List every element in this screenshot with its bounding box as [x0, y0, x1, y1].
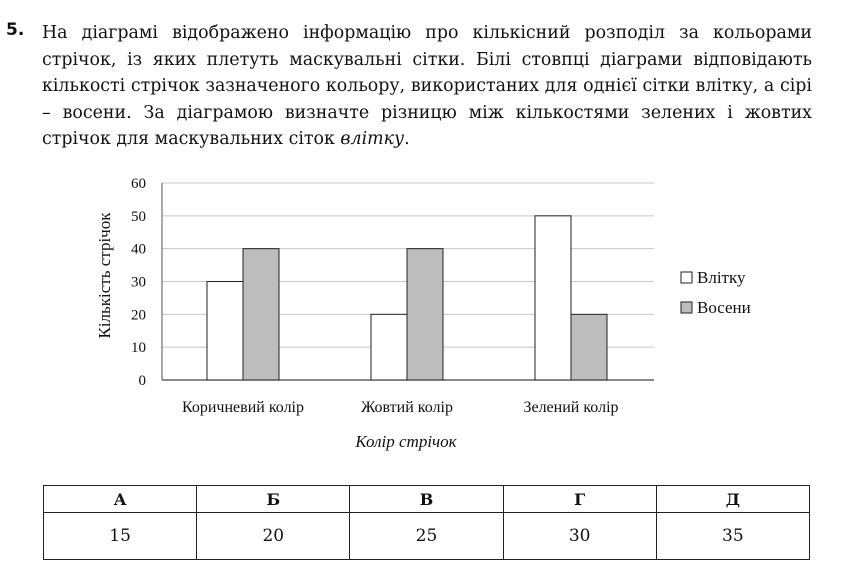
- y-tick-label: 30: [131, 274, 146, 291]
- answer-value-a: 15: [44, 513, 197, 560]
- answer-letters-row: [44, 486, 810, 513]
- x-tick-label: Коричневий колір: [181, 399, 305, 416]
- answer-table: [43, 485, 810, 560]
- answer-value-g: 30: [503, 513, 656, 560]
- legend-swatch: [681, 302, 692, 313]
- bar-autumn: [243, 249, 279, 380]
- y-tick-label: 20: [131, 307, 146, 324]
- answer-letter-a: А: [44, 486, 197, 513]
- answer-letter-b: Б: [197, 486, 350, 513]
- answer-values-row: [44, 513, 810, 560]
- x-axis-label: Колір стрічок: [355, 432, 457, 451]
- x-tick-label: Жовтий колір: [361, 399, 453, 416]
- task-line: стрічок, із яких плетуть маскувальні сітки. Білі стовпці діаграми відповідають: [42, 49, 812, 70]
- task-emphasis: влітку: [340, 129, 405, 149]
- bar-summer: [535, 216, 571, 380]
- y-axis-label: Кількість стрічок: [95, 212, 114, 339]
- answer-letter-v: В: [350, 486, 503, 513]
- legend-label: Восени: [697, 298, 751, 317]
- legend-label: Влітку: [697, 268, 746, 287]
- answer-letter-d: Д: [656, 486, 809, 513]
- task-line-end: .: [404, 129, 410, 149]
- y-tick-label: 50: [131, 208, 146, 225]
- legend-swatch: [681, 272, 692, 283]
- task-line: сірі – восени. За діаграмою визначте різницю між кількостями зелених і жовтих: [42, 76, 812, 123]
- answer-letter-g: Г: [503, 486, 656, 513]
- y-tick-label: 10: [131, 340, 146, 357]
- bar-summer: [371, 314, 407, 380]
- y-tick-label: 0: [138, 373, 146, 389]
- bar-autumn: [571, 314, 607, 380]
- task-number: 5.: [6, 20, 25, 40]
- y-tick-label: 40: [131, 241, 146, 258]
- bar-autumn: [407, 249, 443, 380]
- answer-value-d: 35: [656, 513, 809, 560]
- answer-value-v: 25: [350, 513, 503, 560]
- x-tick-label: Зелений колір: [523, 399, 619, 416]
- task-line-last: стрічок для маскувальних сіток: [42, 129, 341, 149]
- y-tick-label: 60: [131, 176, 146, 192]
- task-line: кількості стрічок зазначеного кольору, використаних для однієї сітки влітку, а: [42, 76, 775, 96]
- task-line: На діаграмі відображено інформацію про кількісний розподіл за кольорами: [42, 23, 812, 43]
- bar-summer: [207, 282, 243, 381]
- answer-value-b: 20: [197, 513, 350, 560]
